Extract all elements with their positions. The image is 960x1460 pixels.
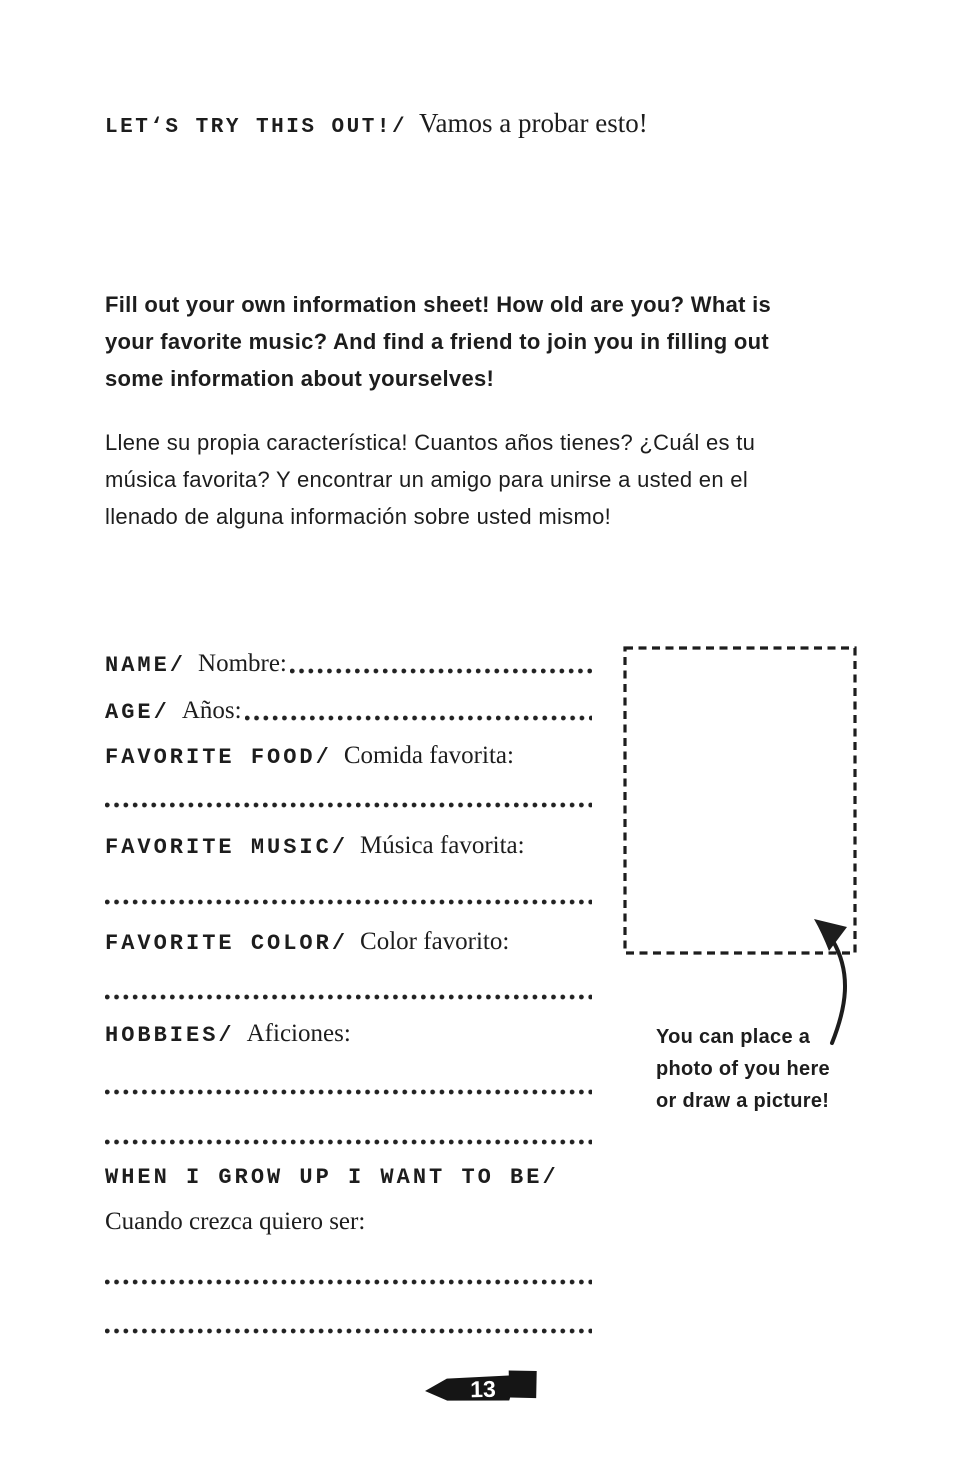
field-age-label-es: Años: <box>181 697 242 724</box>
page-title-spanish: Vamos a probar esto! <box>419 108 648 138</box>
field-favorite-food-label-es: Comida favorita: <box>343 742 514 769</box>
field-name-write-line <box>290 668 592 674</box>
field-favorite-music-write-line <box>105 899 592 905</box>
photo-box-graphic <box>600 630 900 1070</box>
page-title <box>105 108 648 139</box>
field-favorite-color <box>105 928 592 956</box>
field-grow-up <box>105 1165 592 1190</box>
intro-paragraph-spanish <box>105 424 755 535</box>
field-favorite-color-label-en: FAVORITE COLOR/ <box>105 931 349 956</box>
field-age <box>105 697 592 725</box>
intro-spanish-line: Llene su propia característica! Cuantos años tienes? ¿Cuál es tu <box>105 430 756 455</box>
field-age-label-en: AGE/ <box>105 700 170 725</box>
field-grow-up-write-line <box>105 1328 592 1334</box>
field-favorite-music <box>105 832 592 860</box>
intro-english-line: some information about yourselves! <box>105 366 495 391</box>
field-name <box>105 650 592 678</box>
field-favorite-music-label-es: Música favorita: <box>360 832 525 859</box>
photo-box-caption-line: or draw a picture! <box>656 1090 830 1112</box>
field-favorite-food <box>105 742 592 770</box>
field-hobbies-write-line <box>105 1139 592 1145</box>
field-name-label-es: Nombre: <box>198 650 287 677</box>
intro-spanish-line: música favorita? Y encontrar un amigo para unirse a usted en el <box>105 467 749 492</box>
intro-spanish-line: llenado de alguna información sobre usted mismo! <box>105 504 612 529</box>
field-hobbies-write-line <box>105 1089 592 1095</box>
photo-box-caption-line: You can place a <box>656 1026 811 1048</box>
page-title-english: LET‘S TRY THIS OUT!/ <box>105 116 408 139</box>
field-favorite-color-write-line <box>105 994 592 1000</box>
photo-placeholder-box <box>625 648 855 953</box>
page-number-marker <box>421 1367 546 1409</box>
field-hobbies <box>105 1020 592 1048</box>
intro-english-line: Fill out your own information sheet! How old are you? What is <box>105 292 772 317</box>
intro-english-line: your favorite music? And find a friend to join you in filling out <box>105 329 770 354</box>
photo-box-caption <box>656 1021 830 1117</box>
field-favorite-music-label-en: FAVORITE MUSIC/ <box>105 835 349 860</box>
page-number: 13 <box>469 1375 497 1403</box>
photo-box-caption-line: photo of you here <box>656 1058 830 1080</box>
field-hobbies-label-en: HOBBIES/ <box>105 1023 235 1048</box>
field-grow-up-label-en: WHEN I GROW UP I WANT TO BE/ <box>105 1165 559 1190</box>
field-grow-up-label-es: Cuando crezca quiero ser: <box>105 1208 366 1235</box>
field-grow-up-write-line <box>105 1279 592 1285</box>
field-favorite-food-write-line <box>105 802 592 808</box>
field-grow-up-spanish <box>105 1208 592 1236</box>
field-hobbies-label-es: Aficiones: <box>246 1020 351 1047</box>
field-name-label-en: NAME/ <box>105 653 187 678</box>
field-favorite-color-label-es: Color favorito: <box>360 928 510 955</box>
field-favorite-food-label-en: FAVORITE FOOD/ <box>105 745 332 770</box>
intro-paragraph-english <box>105 286 771 397</box>
field-age-write-line <box>245 715 592 721</box>
